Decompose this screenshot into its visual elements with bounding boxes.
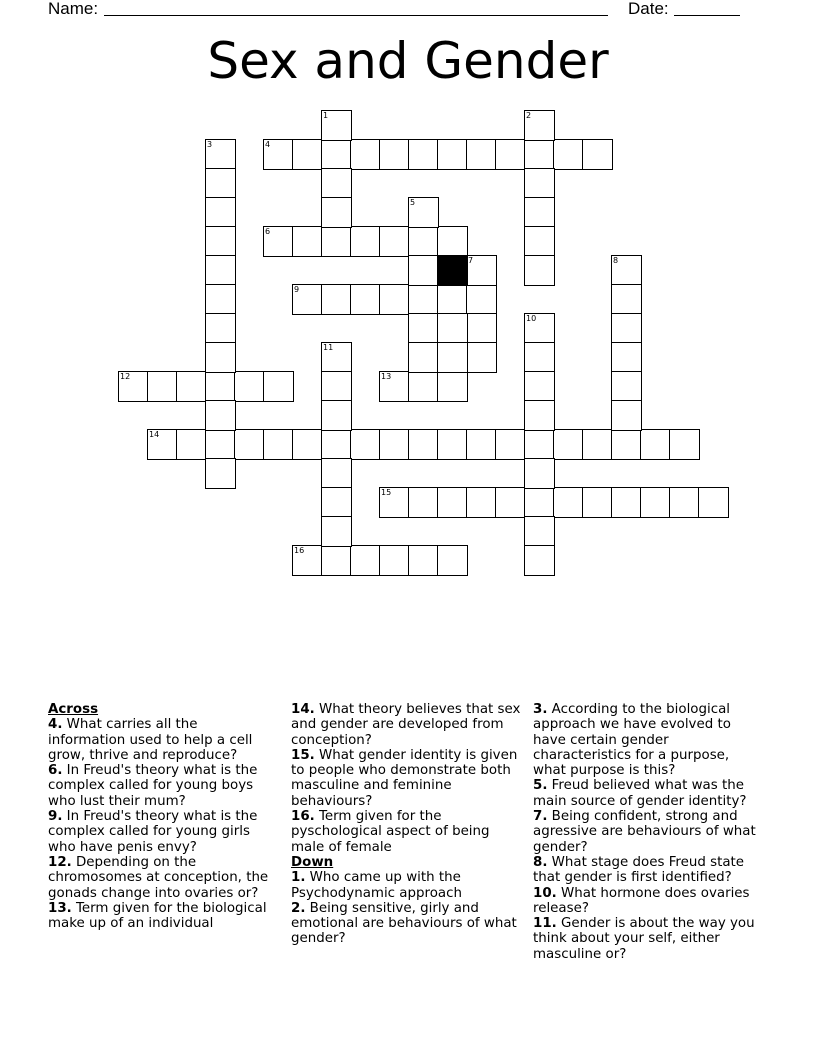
name-label: Name: (48, 0, 99, 18)
across-heading: Across (48, 702, 99, 717)
grid-cell[interactable] (176, 429, 207, 460)
grid-cell[interactable] (321, 545, 352, 576)
grid-cell[interactable] (466, 313, 497, 344)
clue-item: 16. Term given for the pyschological aspect of being male of female (291, 809, 490, 855)
clue-number: 15 (381, 488, 392, 497)
grid-cell[interactable] (524, 139, 555, 170)
grid-cell[interactable] (611, 400, 642, 431)
grid-cell[interactable] (495, 139, 526, 170)
clue-item: 1. Who came up with the Psychodynamic approach (291, 870, 462, 901)
grid-cell[interactable] (263, 226, 294, 257)
grid-cell[interactable] (205, 371, 236, 402)
grid-cell[interactable] (408, 429, 439, 460)
clue-item: 5. Freud believed what was the main source of gender identity? (533, 778, 747, 809)
down-heading: Down (291, 854, 334, 870)
grid-cell[interactable] (205, 400, 236, 431)
grid-cell[interactable] (379, 487, 410, 518)
grid-cell[interactable] (698, 487, 729, 518)
grid-cell[interactable] (611, 342, 642, 373)
grid-cell[interactable] (582, 487, 613, 518)
grid-cell[interactable] (321, 284, 352, 315)
grid-cell[interactable] (611, 313, 642, 344)
grid-cell[interactable] (350, 226, 381, 257)
clue-number-label: 2. (291, 900, 306, 916)
grid-cell[interactable] (553, 487, 584, 518)
clue-number: 1 (323, 111, 329, 120)
clue-number-label: 10. (533, 885, 557, 901)
page-title: Sex and Gender (207, 32, 609, 90)
clue-number-label: 9. (48, 809, 63, 825)
date-label: Date: (628, 0, 669, 18)
clue-number-label: 1. (291, 870, 306, 886)
grid-cell[interactable] (205, 458, 236, 489)
grid-cell[interactable] (205, 226, 236, 257)
grid-cell[interactable] (495, 429, 526, 460)
grid-cell[interactable] (147, 429, 178, 460)
grid-cell[interactable] (640, 429, 671, 460)
clue-item: 12. Depending on the chromosomes at conception, the gonads change into ovaries or? (48, 854, 269, 901)
grid-cell[interactable] (379, 284, 410, 315)
clue-item: 14. What theory believes that sex and gender are developed from conception? (291, 702, 521, 748)
grid-cell[interactable] (466, 284, 497, 315)
grid-cell[interactable] (205, 313, 236, 344)
grid-cell[interactable] (466, 342, 497, 373)
grid-cell[interactable] (292, 139, 323, 170)
clue-number: 4 (265, 140, 271, 149)
clue-number-label: 16. (291, 809, 315, 825)
clue-number: 5 (410, 198, 416, 207)
grid-cell[interactable] (640, 487, 671, 518)
grid-cell[interactable] (524, 516, 555, 547)
clue-item: 2. Being sensitive, girly and emotional are behaviours of what gender? (291, 900, 517, 947)
grid-cell[interactable] (408, 487, 439, 518)
clue-number-label: 5. (533, 778, 548, 794)
grid-cell[interactable] (321, 516, 352, 547)
grid-cell[interactable] (611, 487, 642, 518)
black-cell (437, 255, 468, 286)
clue-number: 9 (294, 285, 300, 294)
clue-item: 7. Being confident, strong and agressive are behaviours of what gender? (533, 809, 756, 855)
grid-cell[interactable] (582, 429, 613, 460)
clue-number: 7 (468, 256, 474, 265)
grid-cell[interactable] (437, 487, 468, 518)
grid-cell[interactable] (524, 110, 555, 141)
grid-cell[interactable] (147, 371, 178, 402)
grid-cell[interactable] (205, 139, 236, 170)
grid-cell[interactable] (524, 400, 555, 431)
grid-cell[interactable] (466, 429, 497, 460)
grid-cell[interactable] (669, 487, 700, 518)
grid-cell[interactable] (524, 429, 555, 460)
grid-cell[interactable] (292, 226, 323, 257)
grid-cell[interactable] (437, 139, 468, 170)
grid-cell[interactable] (466, 139, 497, 170)
clue-number-label: 11. (533, 916, 557, 932)
grid-cell[interactable] (321, 400, 352, 431)
clues-column-1 (48, 702, 278, 931)
grid-cell[interactable] (205, 342, 236, 373)
clue-item: 15. What gender identity is given to people who demonstrate both masculine and feminine behaviours? (291, 747, 518, 809)
grid-cell[interactable] (263, 429, 294, 460)
grid-cell[interactable] (437, 284, 468, 315)
grid-cell[interactable] (524, 168, 555, 199)
grid-cell[interactable] (524, 197, 555, 228)
grid-cell[interactable] (350, 429, 381, 460)
grid-cell[interactable] (379, 226, 410, 257)
grid-cell[interactable] (205, 284, 236, 315)
grid-cell[interactable] (408, 226, 439, 257)
clue-number: 11 (323, 343, 334, 352)
grid-cell[interactable] (118, 371, 149, 402)
grid-cell[interactable] (321, 197, 352, 228)
grid-cell[interactable] (379, 429, 410, 460)
clue-number: 6 (265, 227, 271, 236)
grid-cell[interactable] (350, 545, 381, 576)
grid-cell[interactable] (466, 487, 497, 518)
grid-cell[interactable] (350, 284, 381, 315)
grid-cell[interactable] (408, 545, 439, 576)
clue-number: 10 (526, 314, 537, 323)
grid-cell[interactable] (408, 342, 439, 373)
grid-cell[interactable] (321, 226, 352, 257)
grid-cell[interactable] (437, 371, 468, 402)
clue-number: 16 (294, 546, 305, 555)
grid-cell[interactable] (495, 487, 526, 518)
grid-cell[interactable] (379, 545, 410, 576)
grid-cell[interactable] (524, 313, 555, 344)
clue-item: 10. What hormone does ovaries release? (533, 885, 750, 916)
grid-cell[interactable] (321, 342, 352, 373)
clue-item: 11. Gender is about the way you think about your self, either masculine or? (533, 916, 755, 962)
grid-cell[interactable] (611, 371, 642, 402)
grid-cell[interactable] (234, 371, 265, 402)
grid-cell[interactable] (205, 197, 236, 228)
grid-cell[interactable] (205, 255, 236, 286)
clue-number: 8 (613, 256, 619, 265)
clue-number-label: 3. (533, 702, 548, 717)
clues-column-2 (291, 702, 521, 947)
grid-cell[interactable] (321, 168, 352, 199)
grid-cell[interactable] (611, 429, 642, 460)
grid-cell[interactable] (553, 429, 584, 460)
grid-cell[interactable] (437, 226, 468, 257)
clue-item: 6. In Freud's theory what is the complex called for young boys who lust their mum? (48, 763, 258, 809)
grid-cell[interactable] (263, 139, 294, 170)
grid-cell[interactable] (292, 429, 323, 460)
grid-cell[interactable] (408, 371, 439, 402)
clue-item: 8. What stage does Freud state that gender is first identified? (533, 854, 745, 886)
grid-cell[interactable] (437, 545, 468, 576)
grid-cell[interactable] (321, 429, 352, 460)
grid-cell[interactable] (582, 139, 613, 170)
grid-cell[interactable] (524, 458, 555, 489)
clue-number-label: 12. (48, 854, 72, 870)
grid-cell[interactable] (524, 255, 555, 286)
grid-cell[interactable] (524, 342, 555, 373)
clue-item: 3. According to the biological approach we have evolved to have certain gender characteristics for a purpose, what purpose is this? (533, 702, 731, 779)
clues-column-3 (533, 702, 763, 962)
grid-cell[interactable] (524, 371, 555, 402)
grid-cell[interactable] (408, 313, 439, 344)
clue-number: 2 (526, 111, 532, 120)
grid-cell[interactable] (321, 371, 352, 402)
clue-number: 14 (149, 430, 160, 439)
grid-cell[interactable] (234, 429, 265, 460)
clue-number-label: 7. (533, 809, 548, 825)
clue-number: 13 (381, 372, 392, 381)
grid-cell[interactable] (437, 313, 468, 344)
clue-number-label: 4. (48, 717, 63, 733)
grid-cell[interactable] (553, 139, 584, 170)
grid-cell[interactable] (379, 139, 410, 170)
grid-cell[interactable] (176, 371, 207, 402)
clue-item: 13. Term given for the biological make up of an individual (48, 900, 267, 932)
grid-cell[interactable] (524, 545, 555, 576)
grid-cell[interactable] (611, 255, 642, 286)
grid-cell[interactable] (408, 139, 439, 170)
grid-cell[interactable] (292, 284, 323, 315)
grid-cell[interactable] (437, 429, 468, 460)
clue-number-label: 15. (291, 747, 315, 763)
grid-cell[interactable] (379, 371, 410, 402)
clue-item: 9. In Freud's theory what is the complex called for young girls who have penis envy? (48, 809, 258, 855)
grid-cell[interactable] (321, 458, 352, 489)
clue-number-label: 14. (291, 702, 315, 717)
grid-cell[interactable] (292, 545, 323, 576)
grid-cell[interactable] (321, 487, 352, 518)
grid-cell[interactable] (437, 342, 468, 373)
grid-cell[interactable] (466, 255, 497, 286)
grid-cell[interactable] (669, 429, 700, 460)
grid-cell[interactable] (205, 168, 236, 199)
grid-cell[interactable] (408, 197, 439, 228)
grid-cell[interactable] (524, 226, 555, 257)
grid-cell[interactable] (408, 255, 439, 286)
clue-number: 3 (207, 140, 213, 149)
grid-cell[interactable] (408, 284, 439, 315)
grid-cell[interactable] (321, 139, 352, 170)
grid-cell[interactable] (611, 284, 642, 315)
clue-number: 12 (120, 372, 131, 381)
grid-cell[interactable] (350, 139, 381, 170)
grid-cell[interactable] (524, 487, 555, 518)
clue-item: 4. What carries all the information used to help a cell grow, thrive and reproduce? (48, 717, 253, 763)
grid-cell[interactable] (263, 371, 294, 402)
clue-number-label: 6. (48, 763, 63, 779)
grid-cell[interactable] (205, 429, 236, 460)
clue-number-label: 8. (533, 854, 548, 870)
grid-cell[interactable] (321, 110, 352, 141)
clue-number-label: 13. (48, 900, 72, 916)
